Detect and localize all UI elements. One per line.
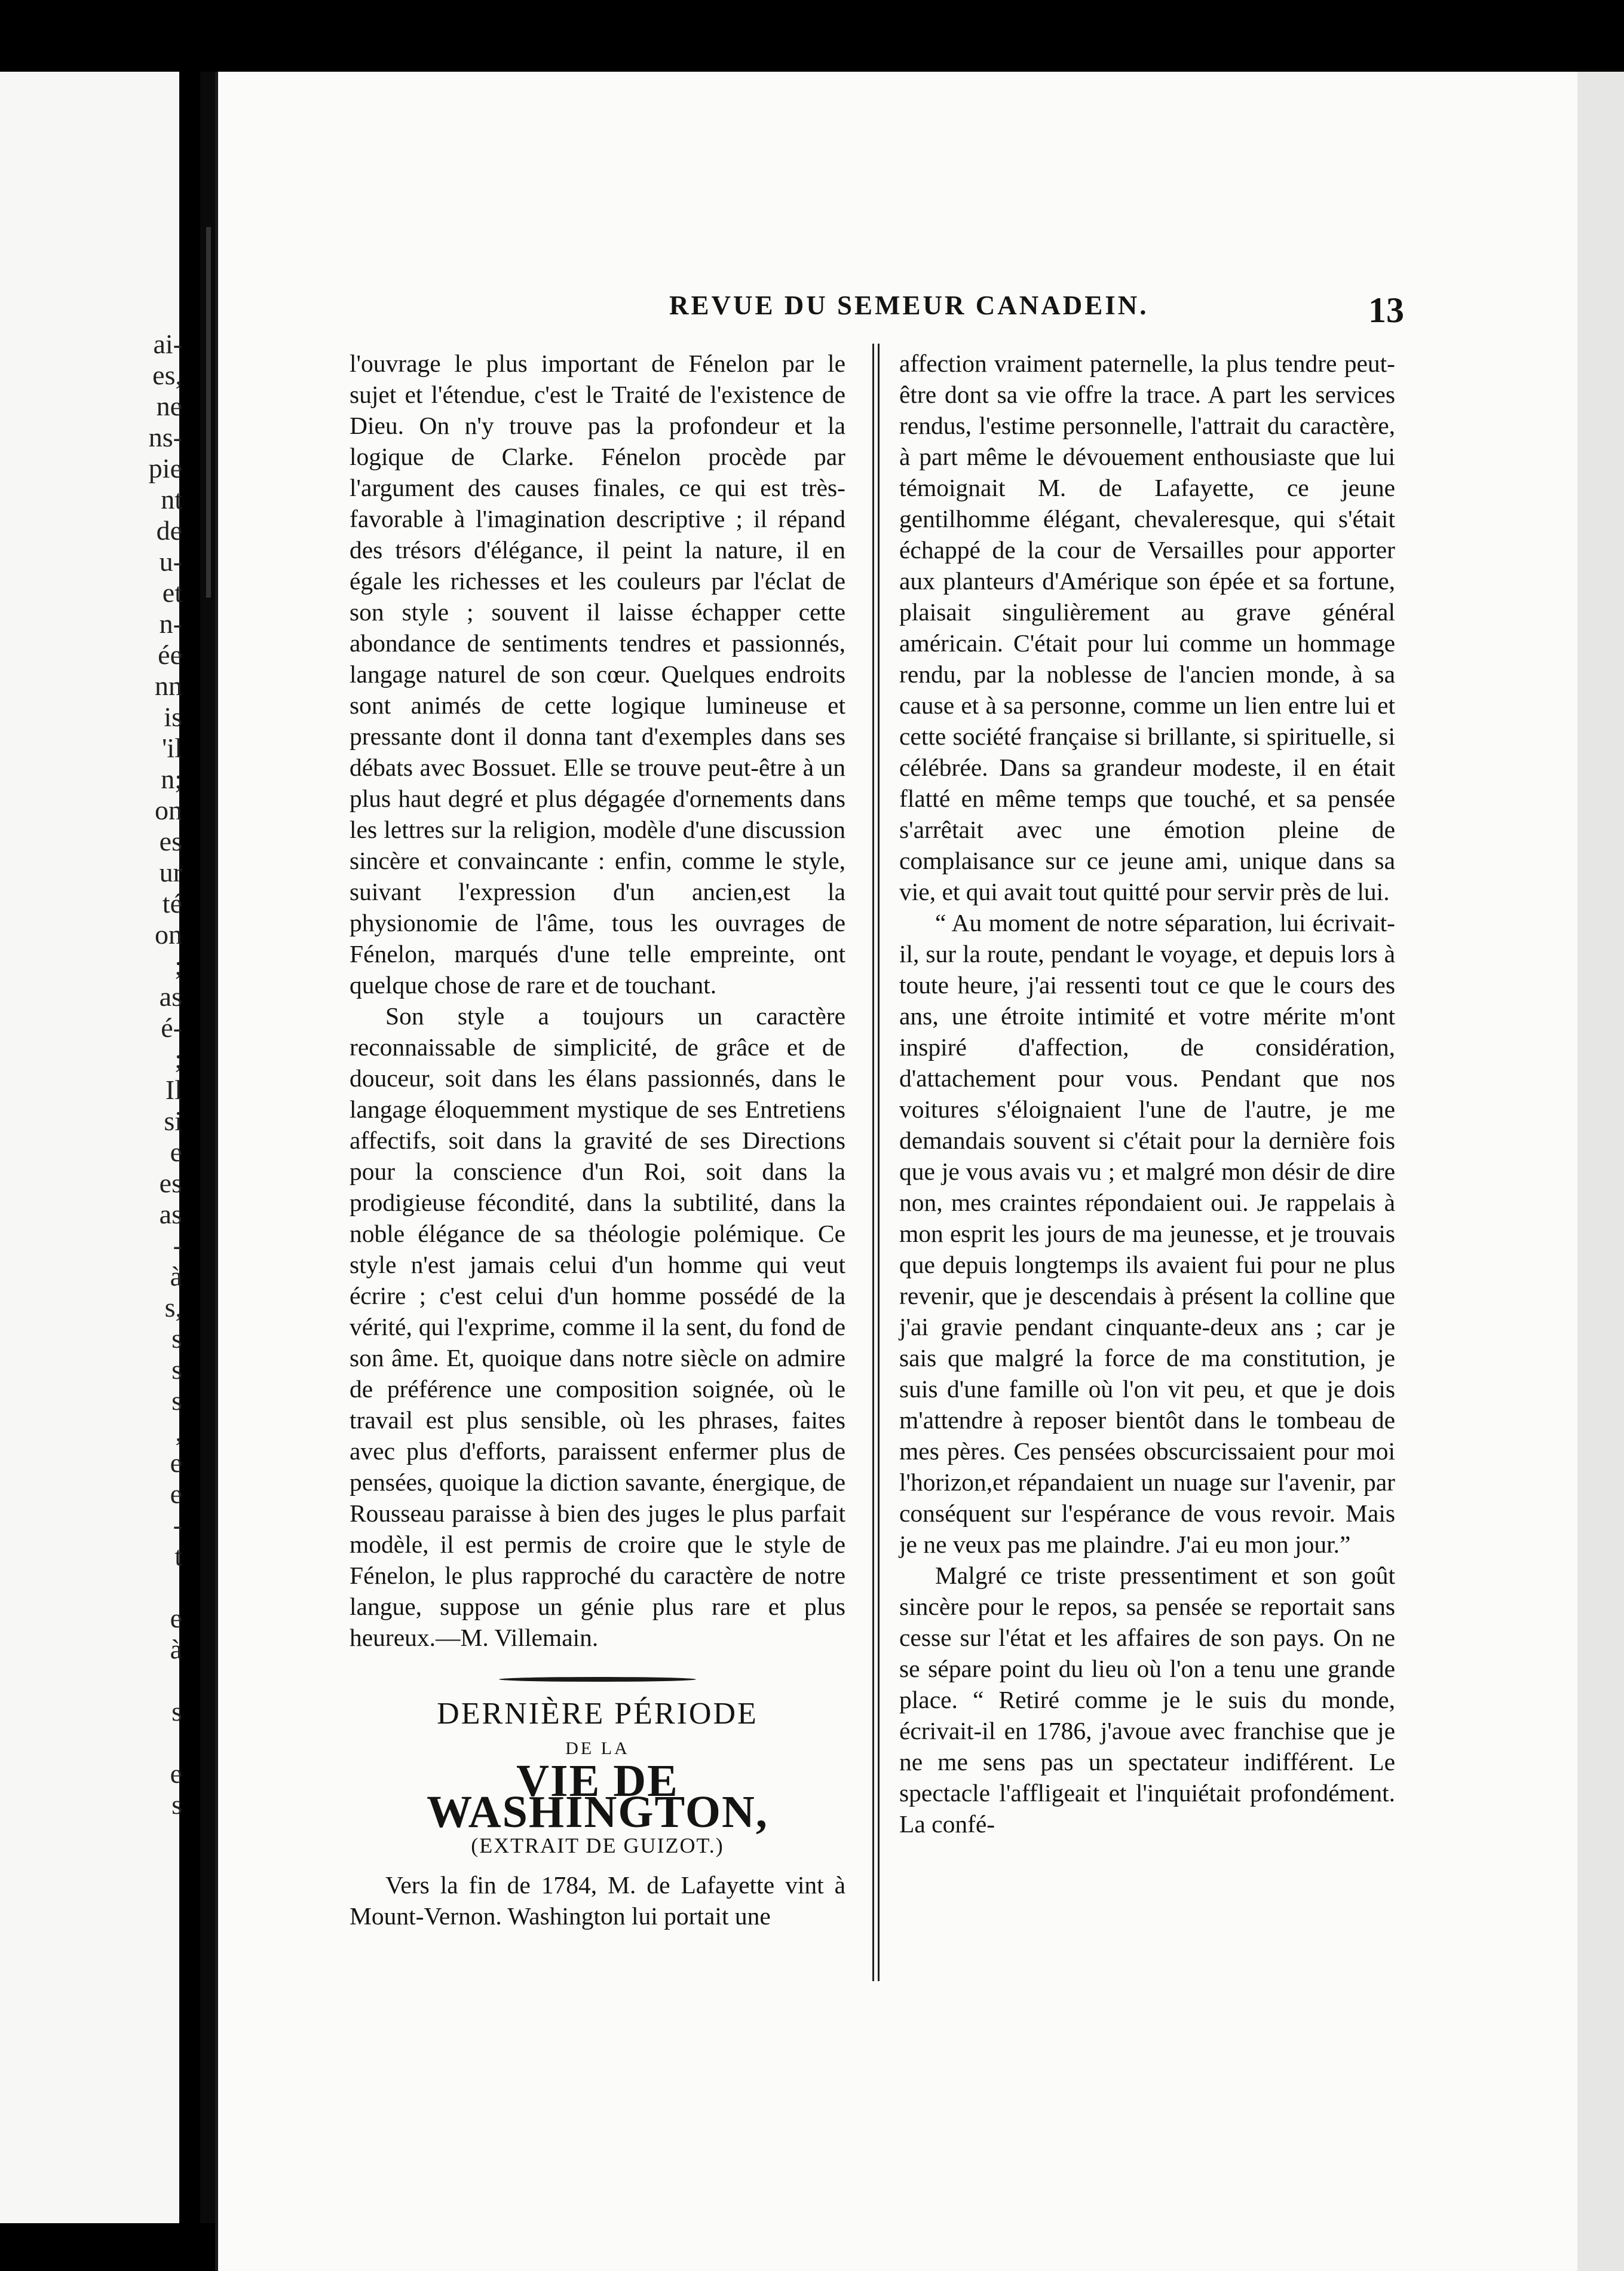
text-fragment: e [170, 1447, 182, 1478]
text-fragment: ur [159, 857, 182, 887]
running-header: REVUE DU SEMEUR CANADEIN. [669, 290, 1149, 320]
text-fragment: n; [161, 764, 182, 794]
text-fragment: té [162, 888, 182, 919]
text-fragment: n- [159, 608, 182, 639]
text-fragment: - [173, 1510, 182, 1540]
text-fragment: pie [148, 453, 182, 483]
paragraph: Son style a toujours un caractère reconnaissable de simplicité, de grâce et de douceur, soit dans les élans passionnés, dans le langage éloquemment mystique de ses Entretiens affectifs, soit dans la gravité de ses Directions pour la conscience d'un Roi, soit dans la prodigieuse fécondité, dans la subtilité, dans la noble élégance de sa théologie polémique. Ce style n'est jamais celui d'un homme qui veut écrire ; c'est celui d'un homme possédé de la vérité, qui l'exprime, comme il la sent, du fond de son âme. Et, quoique dans notre siècle on admire de préférence une composition soignée, où le travail est plus sensible, où les phrases, faites avec plus d'efforts, paraissent enfermer plus de pensées, quoique la diction savante, énergique, de Rousseau paraisse à bien des juges le plus parfait modèle, il est permis de croire que le style de Fénelon, le plus rapproché du caractère de notre langue, suppose un génie plus rare et plus heureux.—M. Villemain. [350, 1002, 845, 1651]
text-fragment: s [171, 1385, 182, 1416]
text-fragment: 'il [162, 733, 182, 763]
text-fragment: ai- [153, 329, 182, 359]
text-fragment: nt [161, 484, 182, 515]
text-fragment: es, [152, 360, 182, 390]
text-fragment: Il [165, 1075, 182, 1105]
text-fragment: si [164, 1106, 182, 1136]
ornamental-rule [499, 1677, 696, 1682]
page-number: 13 [1368, 290, 1404, 330]
text-fragment: as [159, 1199, 182, 1229]
text-fragment: ; [174, 950, 182, 981]
text-fragment: ée [158, 639, 182, 670]
text-fragment: s [171, 1354, 182, 1385]
section-title: DERNIÈRE PÉRIODE [437, 1697, 758, 1731]
section-heading: VIE DE WASHINGTON, [427, 1756, 768, 1837]
text-fragment: é- [161, 1012, 182, 1043]
text-fragment: - [173, 1230, 182, 1260]
text-fragment: e [170, 1758, 182, 1789]
text-fragment: s [171, 1323, 182, 1354]
paragraph: Malgré ce triste pressentiment et son goût sincère pour le repos, sa pensée se reportait sans cesse sur l'état et les affaires de son pays. On ne se sépare point du lieu où l'on a tenu une grande place. “ Retiré comme je le suis du monde, écrivait-il en 1786, j'avoue avec franchise que je ne me sens pas un spectateur indifférent. Le spectacle l'affligeait et l'inquiétait profondément. La confé- [899, 1562, 1395, 1838]
left-column [350, 348, 845, 1932]
text-fragment: s [171, 1789, 182, 1820]
text-fragment: e [170, 1137, 182, 1167]
text-fragment: s, [164, 1292, 182, 1323]
text-fragment: es [159, 1168, 182, 1198]
text-fragment: is [164, 702, 182, 732]
text-fragment: s [171, 1696, 182, 1727]
text-fragment: nn [155, 671, 182, 701]
text-fragment [117, 1727, 182, 1758]
text-fragment: ne [156, 391, 182, 421]
paragraph: l'ouvrage le plus important de Fénelon par le sujet et l'étendue, c'est le Traité de l'existence de Dieu. On n'y trouve pas la profondeur et la logique de Clarke. Fénelon procède par l'argument des causes finales, ce qui est très-favorable à l'imagination descriptive ; il répand des trésors d'élégance, il peint la nature, il en égale les richesses et les couleurs par l'éclat de son style ; souvent il laisse échapper cette abondance de sentiments tendres et passionnés, langage naturel de son cœur. Quelques endroits sont animés de cette logique lumineuse et pressante dont il donna tant d'exemples dans ses débats avec Bossuet. Elle se trouve peut-être à un plus haut degré et plus dégagée d'ornements dans les lettres sur la religion, modèle d'une discussion sincère et convaincante : enfin, comme le style, suivant l'expression d'un ancien,est la physionomie de l'âme, tous les ouvrages de Fénelon, marqués d'une telle empreinte, ont quelque chose de rare et de touchant. [350, 350, 845, 999]
text-fragment: , [175, 1416, 182, 1447]
text-fragment: e [170, 1603, 182, 1633]
text-fragment: à [170, 1634, 182, 1664]
gutter-mark [206, 227, 211, 598]
section-title-connector: DE LA [565, 1739, 630, 1758]
text-fragment: ns- [148, 422, 182, 452]
text-fragment: on [155, 795, 182, 825]
paragraph: “ Au moment de notre séparation, lui écrivait-il, sur la route, pendant le voyage, et depuis lors à toute heure, j'ai ressenti tout ce que le cours des ans, une étroite intimité et votre mérite m'ont inspiré d'affection, de considération, d'attachement pour vous. Pendant que nos voitures s'éloignaient l'une de l'autre, je me demandais souvent si c'était pour la dernière fois que je vous avais vu ; et malgré mon désir de dire non, mes craintes répondaient oui. Je rappelais à mon esprit les jours de ma jeunesse, et je trouvais que depuis longtemps ils avaient fui pour ne plus revenir, que je descendais à présent la colline que j'ai gravie pendant cinquante-deux ans ; car je sais que malgré la force de ma constitution, je suis d'une famille où l'on vit peu, et que je dois m'attendre à reposer bientôt dans le tombeau de mes pères. Ces pensées obscurcissaient pour moi l'horizon,et répandaient un nuage sur l'avenir, par conséquent sur l'espérance de vous revoir. Mais je ne veux pas me plaindre. J'ai eu mon jour.” [899, 909, 1395, 1558]
text-fragment: es [159, 826, 182, 856]
text-fragment: et [162, 577, 182, 608]
text-fragment: on [155, 919, 182, 950]
section-subtitle: (EXTRAIT DE GUIZOT.) [471, 1834, 724, 1857]
page-edge [1577, 72, 1624, 2271]
text-fragment: e [170, 1479, 182, 1509]
right-column [899, 348, 1395, 1840]
facing-page-text-fragments [117, 329, 182, 1820]
paragraph: affection vraiment paternelle, la plus tendre peut-être dont sa vie offre la trace. A part les services rendus, l'estime personnelle, l'attrait du caractère, à part même le dévouement enthousiaste que lui témoignait M. de Lafayette, ce jeune gentilhomme élégant, chevaleresque, qui s'était échappé de la cour de Versailles pour apporter aux planteurs d'Amérique son épée et sa fortune, plaisait singulièrement au grave général américain. C'était pour lui comme un hommage rendu, par la noblesse de l'ancien monde, à sa cause et à sa personne, comme un lien entre lui et cette société française si brillante, si spirituelle, si célébrée. Dans sa grandeur modeste, il en était flatté en même temps que touché, et sa pensée s'arrêtait avec une émotion pleine de complaisance sur ce jeune ami, unique dans sa vie, et qui avait tout quitté pour servir près de lui. [899, 350, 1395, 905]
text-fragment: de [156, 515, 182, 546]
text-fragment [117, 1572, 182, 1603]
text-fragment: à [170, 1261, 182, 1291]
text-fragment: t [174, 1541, 182, 1571]
paragraph: Vers la fin de 1784, M. de Lafayette vint à Mount-Vernon. Washington lui portait une [350, 1871, 845, 1930]
column-divider [872, 344, 880, 1981]
text-fragment: u- [159, 546, 182, 577]
text-fragment: as [159, 981, 182, 1012]
text-fragment [117, 1665, 182, 1696]
text-fragment: ; [174, 1043, 182, 1074]
